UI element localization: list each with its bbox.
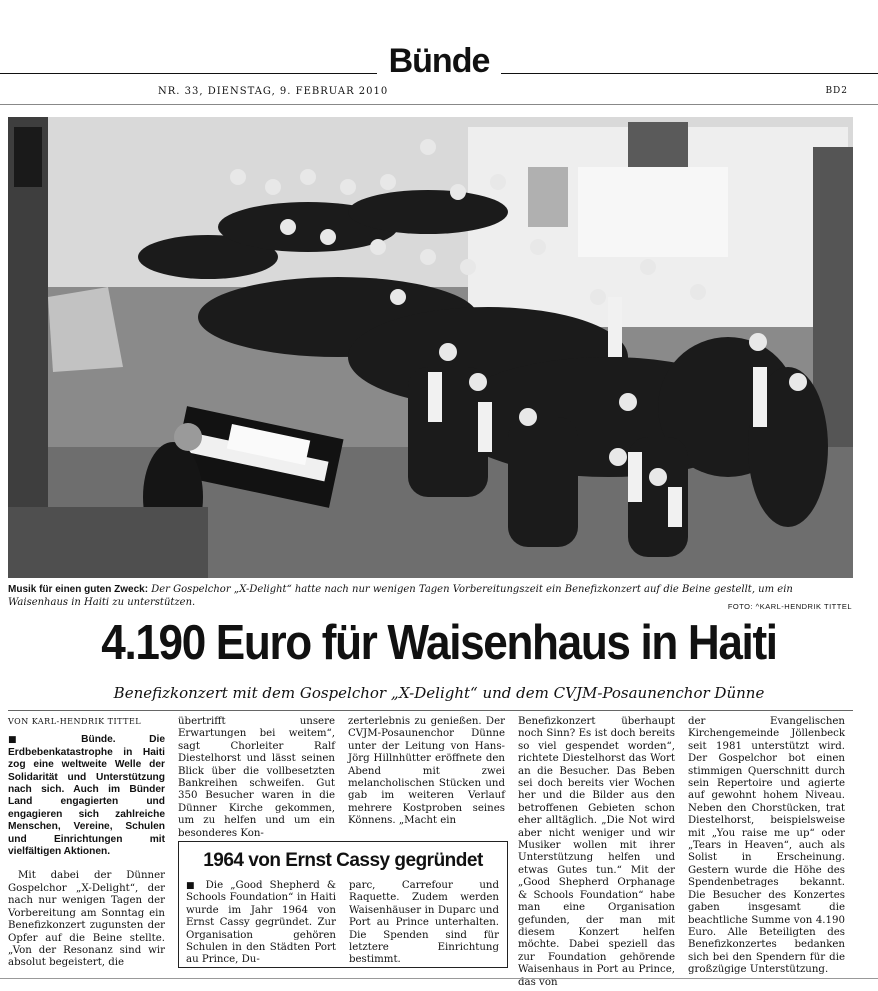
author-byline: VON KARL-HENDRIK TITTEL [8, 717, 142, 726]
headline: 4.190 Euro für Waisenhaus in Haiti [101, 616, 777, 670]
photo-credit: FOTO: ^KARL-HENDRIK TITTEL [727, 602, 852, 611]
column-3-body: zerterlebnis zu genießen. Der CVJM-Posaunenchor Dünne unter der Leitung von Hans-Jörg Hillnhütter eröffnete den Abend mit zwei melancholischen Stücken und gab im weiteren Verlauf mehrere Kostproben seines Könnens. „Macht ein [348, 716, 505, 827]
info-box-column-2: parc, Carrefour und Raquette. Zudem werden Waisenhäuser in Duparc und Port au Prince unterhalten. Die Spenden sind für letztere Einrichtung bestimmt. [349, 880, 499, 966]
page-code: BD2 [825, 86, 848, 96]
footer-rule [0, 978, 878, 979]
caption-lead: Musik für einen guten Zweck: [8, 584, 149, 595]
column-1-body: Mit dabei der Dünner Gospelchor „X-Delight“, der nach nur wenigen Tagen der Vorbereitung am Sonntag ein Benefizkonzert zugunsten der Opfer auf die Beine stellte. „Von der Resonanz sind wir absolut begeistert, die [8, 870, 165, 969]
photo-caption [8, 583, 853, 609]
article-column-1 [8, 716, 165, 970]
article-column-5 [688, 716, 845, 977]
info-box-column-1 [186, 880, 336, 967]
choir-photo-illustration [8, 117, 853, 578]
article-column-4 [518, 716, 675, 989]
section-title: Bünde [0, 42, 878, 81]
header-underline [0, 104, 878, 105]
bullet-square-icon: ■ [8, 735, 48, 746]
issue-date: NR. 33, DIENSTAG, 9. FEBRUAR 2010 [158, 86, 389, 97]
bullet-square-icon: ■ [186, 881, 199, 891]
subheadline: Benefizkonzert mit dem Gospelchor „X-Delight“ und dem CVJM-Posaunenchor Dünne [113, 684, 765, 702]
subhead-rule [8, 710, 853, 711]
column-2-body: übertrifft unsere Erwartungen bei weitem“, sagt Chorleiter Ralf Diestelhorst und lässt seinen Blick über die vollbesetzten Bankreihen schweifen. Gut 350 Besucher waren in die Dünner Kirche gekommen, um zu helfen und um ein besonderes Kon- [178, 716, 335, 839]
lead-text: Bünde. Die Erdbebenkatastrophe in Haiti zog eine weltweite Welle der Solidarität und Unterstützung nach sich. Auch im Bünder Land engagierten und engagieren sich zahlreiche Menschen, Vereine, Schulen und Einrichtungen mit vielfältigen Aktionen. [8, 734, 165, 858]
info-box-title: 1964 von Ernst Cassy gegründet [203, 850, 483, 871]
column-4-body: Benefizkonzert überhaupt noch Sinn? Es ist doch bereits so viel gespendet worden“, richtete Diestelhorst das Wort an die Besucher. Das Beben sei doch bereits vier Wochen her und die Bilder aus den betroffenen Gebieten schon eher alltäglich. „Die Not wird aber nicht weniger und wir Musiker wollen mit ihrer Unterstützung helfen und etwas Gutes tun.“ Mit der „Good Shepherd Orphanage & Schools Foundation“ habe man eine Organisation gefunden, der man mit diesem Konzert helfen möchte. Dabei speziell das zur Foundation gehörende Waisenhaus in Port au Prince, das von [518, 716, 675, 988]
info-box-text-1: Die „Good Shepherd & Schools Foundation“ in Haiti wurde im Jahr 1964 von Ernst Cassy gegründet. Zur Organisation gehören Schulen in den Städten Port au Prince, Du- [186, 880, 336, 966]
column-5-body: der Evangelischen Kirchengemeinde Jöllenbeck seit 1981 unterstützt wird. Der Gospelchor bot einen stimmigen Querschnitt durch sein Repertoire und agierte auf gewohnt hohem Niveau. Neben den Chorstücken, trat Diestelhorst, beispielsweise mit „You raise me up“ oder „Tears in Heaven“, auch als Solist in Erscheinung. Gestern wurde die Höhe des Spendenbetrages bekannt. Die Besucher des Konzertes gaben insgesamt die beachtliche Summe von 4.190 Euro. Alle Beteiligten des Benefizkonzertes bedanken sich bei den Spendern für die großzügige Unterstützung. [688, 716, 845, 976]
caption-text: Der Gospelchor „X-Delight“ hatte nach nur wenigen Tagen Vorbereitungszeit ein Benefizkonzert auf die Beine gestellt, um ein Waisenhaus in Haiti zu unterstützen. [8, 584, 793, 608]
lead-paragraph [8, 734, 165, 858]
article-column-3 [348, 716, 505, 828]
info-box [178, 841, 508, 968]
article-column-2 [178, 716, 335, 840]
choir-photo [8, 117, 853, 578]
